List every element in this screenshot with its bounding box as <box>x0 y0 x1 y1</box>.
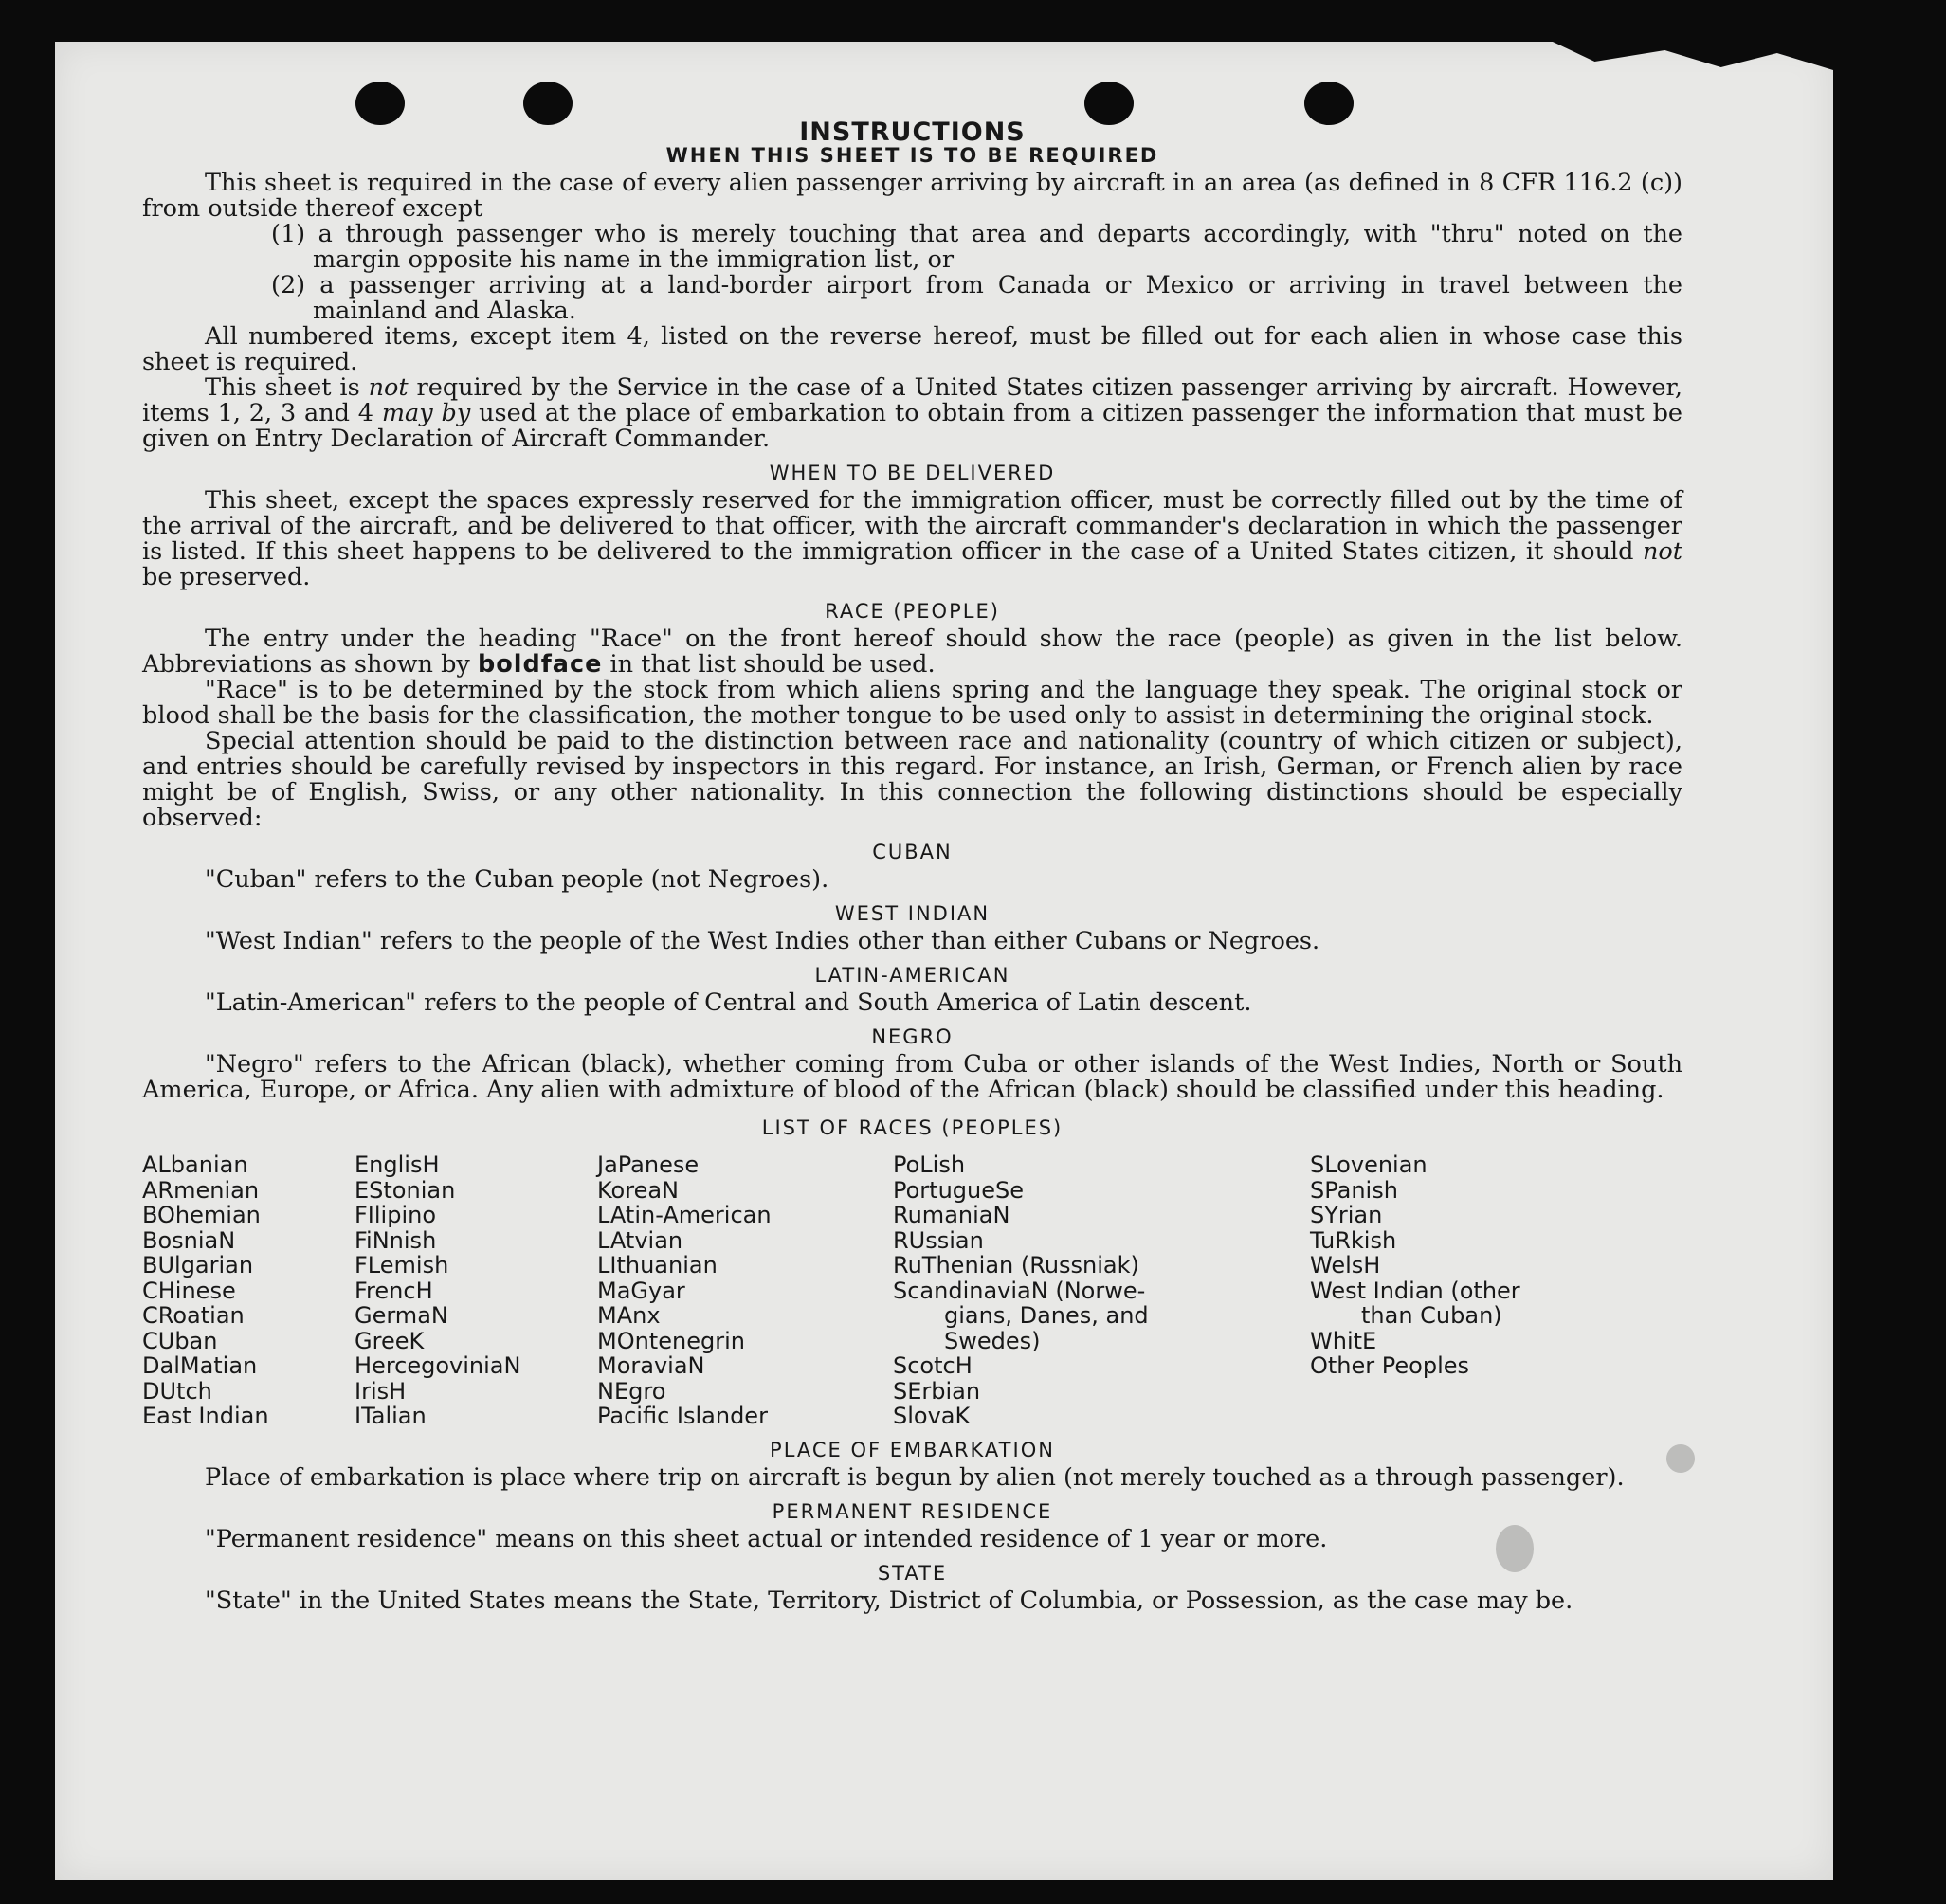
race-entry: GreeK <box>355 1327 425 1354</box>
race-entry: RUssian <box>893 1226 984 1254</box>
section-heading-residence: PERMANENT RESIDENCE <box>772 1499 1053 1523</box>
section-heading-race: RACE (PEOPLE) <box>825 600 1000 623</box>
races-column <box>142 1152 355 1429</box>
paragraph: "Negro" refers to the African (black), whether coming from Cuba or other islands of the West Indies, North or South America, Europe, or Africa. Any alien with admixture of blood of the African (black) should be classified under this heading. <box>142 1050 1682 1104</box>
race-entry: GermaN <box>355 1302 448 1329</box>
list-item: (2) a passenger arriving at a land-border airport from Canada or Mexico or arriving in travel between the mainland and Alaska. <box>271 271 1682 325</box>
race-entry: PortugueSe <box>893 1176 1024 1204</box>
race-entry: CUban <box>142 1327 218 1354</box>
paragraph: "West Indian" refers to the people of the West Indies other than either Cubans or Negroes. <box>205 927 1320 955</box>
race-entry-continued: than Cuban) <box>1361 1302 1502 1329</box>
paragraph: "State" in the United States means the State, Territory, District of Columbia, or Possession, as the case may be. <box>205 1586 1573 1615</box>
race-entry: BOhemian <box>142 1202 261 1228</box>
race-entry: MOntenegrin <box>597 1327 745 1354</box>
instructions-content <box>142 78 1682 1614</box>
section-heading-state: STATE <box>877 1561 948 1585</box>
race-entry: Other Peoples <box>1310 1352 1470 1379</box>
race-entry: FLemish <box>355 1252 449 1278</box>
section-heading-negro: NEGRO <box>871 1025 954 1048</box>
paragraph: All numbered items, except item 4, listed on the reverse hereof, must be filled out for each alien in whose case this sheet is required. <box>142 322 1682 376</box>
race-entry: PoLish <box>893 1151 966 1178</box>
race-entry: WhitE <box>1310 1327 1377 1354</box>
race-entry: FrencH <box>355 1277 433 1304</box>
paragraph: "Latin-American" refers to the people of Central and South America of Latin descent. <box>205 988 1252 1017</box>
race-entry: HercegoviniaN <box>355 1352 521 1379</box>
race-entry: RuThenian (Russniak) <box>893 1252 1139 1278</box>
race-entry: SLovenian <box>1310 1151 1428 1178</box>
section-heading-list-of-races: LIST OF RACES (PEOPLES) <box>761 1116 1064 1139</box>
race-entry: JaPanese <box>597 1151 700 1178</box>
race-entry: SlovaK <box>893 1403 971 1429</box>
race-entry: SYrian <box>1310 1202 1383 1228</box>
race-entry: RumaniaN <box>893 1202 1010 1228</box>
list-item: (1) a through passenger who is merely touching that area and departs accordingly, with "thru" noted on the margin opposite his name in the immigration list, or <box>271 220 1682 274</box>
races-column <box>597 1152 893 1429</box>
section-heading-delivered: WHEN TO BE DELIVERED <box>769 462 1056 484</box>
race-entry: West Indian (other <box>1310 1277 1520 1304</box>
race-entry: EStonian <box>355 1176 456 1204</box>
race-entry: FIlipino <box>355 1202 437 1228</box>
race-entry: ALbanian <box>142 1151 248 1178</box>
section-heading-required: WHEN THIS SHEET IS TO BE REQUIRED <box>665 144 1159 167</box>
race-entry: NEgro <box>597 1377 666 1405</box>
paragraph: This sheet is required in the case of every alien passenger arriving by aircraft in an area (as defined in 8 CFR 116.2 (c)) from outside thereof except <box>142 169 1682 223</box>
race-entry: MaGyar <box>597 1277 685 1304</box>
races-column <box>1310 1152 1632 1429</box>
torn-corner <box>1553 42 1833 70</box>
race-entry: BUlgarian <box>142 1252 254 1278</box>
race-entry: DUtch <box>142 1377 212 1405</box>
race-entry: ScotcH <box>893 1352 973 1379</box>
section-heading-west-indian: WEST INDIAN <box>834 902 991 925</box>
races-column <box>355 1152 597 1429</box>
section-heading-embarkation: PLACE OF EMBARKATION <box>770 1438 1055 1461</box>
race-entry: East Indian <box>142 1403 269 1429</box>
race-entry: Pacific Islander <box>597 1403 768 1429</box>
race-entry: LAtin-American <box>597 1202 772 1228</box>
race-entry: ScandinaviaN (Norwe- <box>893 1277 1146 1304</box>
race-entry: CRoatian <box>142 1302 245 1329</box>
paragraph: This sheet, except the spaces expressly reserved for the immigration officer, must be correctly filled out by the time of the arrival of the aircraft, and be delivered to that officer, with the aircraft commander's declaration in which the passenger is listed. If this sheet happens to be delivered to the immigration officer in the case of a United States citizen, it should not be preserved. <box>142 486 1682 591</box>
page-title: INSTRUCTIONS <box>799 118 1026 147</box>
race-entry: FiNnish <box>355 1226 437 1254</box>
race-entry: KoreaN <box>597 1176 679 1204</box>
race-entry: LIthuanian <box>597 1252 718 1278</box>
section-heading-latin-american: LATIN-AMERICAN <box>814 964 1010 987</box>
paragraph: "Race" is to be determined by the stock from which aliens spring and the language they speak. The original stock or blood shall be the basis for the classification, the mother tongue to be used only to assist in determining the original stock. <box>142 676 1682 730</box>
races-list <box>142 1152 1682 1429</box>
paragraph: This sheet is not required by the Service in the case of a United States citizen passenger arriving by aircraft. However, items 1, 2, 3 and 4 may by used at the place of embarkation to obtain from a citizen passenger the information that must be given on Entry Declaration of Aircraft Commander. <box>142 373 1683 453</box>
race-entry-continued: gians, Danes, and <box>944 1302 1149 1329</box>
paragraph: "Cuban" refers to the Cuban people (not Negroes). <box>205 865 829 894</box>
race-entry: EnglisH <box>355 1151 440 1178</box>
race-entry: ITalian <box>355 1403 427 1429</box>
section-heading-cuban: CUBAN <box>872 841 953 863</box>
paragraph: Place of embarkation is place where trip on aircraft is begun by alien (not merely touched as a through passenger). <box>205 1462 1625 1492</box>
race-entry-continued: Swedes) <box>944 1327 1041 1354</box>
race-entry: DalMatian <box>142 1352 258 1379</box>
race-entry: CHinese <box>142 1277 236 1304</box>
paragraph: Special attention should be paid to the distinction between race and nationality (country of which citizen or subject), and entries should be carefully revised by inspectors in this regard. For instance, an Irish, German, or French alien by race might be of English, Swiss, or any other nationality. In this connection the following distinctions should be especially observed: <box>142 727 1682 832</box>
race-entry: TuRkish <box>1310 1226 1397 1254</box>
race-entry: MoraviaN <box>597 1352 705 1379</box>
race-entry: WelsH <box>1310 1252 1381 1278</box>
race-entry: ARmenian <box>142 1176 260 1204</box>
race-entry: SPanish <box>1310 1176 1398 1204</box>
paragraph: The entry under the heading "Race" on the front hereof should show the race (people) as given in the list below. Abbreviations as shown by boldface in that list should be used. <box>142 625 1682 679</box>
race-entry: IrisH <box>355 1377 407 1405</box>
race-entry: SErbian <box>893 1377 981 1405</box>
race-entry: BosniaN <box>142 1226 236 1254</box>
race-entry: MAnx <box>597 1302 661 1329</box>
races-column <box>893 1152 1310 1429</box>
race-entry: LAtvian <box>597 1226 683 1254</box>
paragraph: "Permanent residence" means on this sheet actual or intended residence of 1 year or more. <box>205 1524 1328 1553</box>
